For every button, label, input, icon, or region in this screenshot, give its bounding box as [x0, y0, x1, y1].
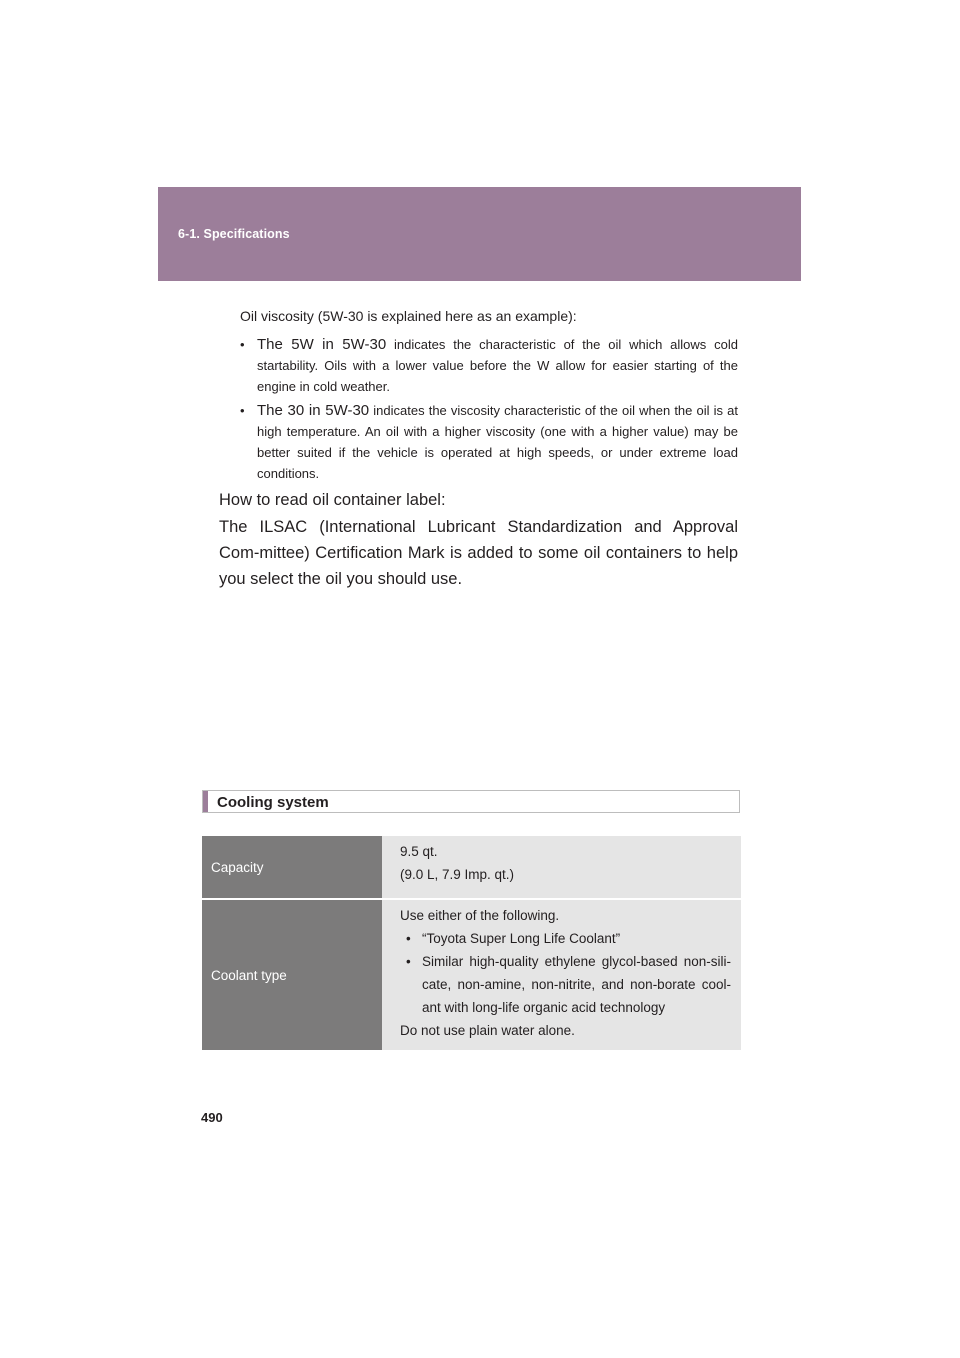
- coolant-list: [400, 927, 731, 1019]
- bullet-text: indicates the characteristic of the oil which allows cold startability. Oils with a lower value before the W allow for easier starting of the engine in cold weather.: [257, 337, 739, 394]
- bullet-text: indicates the viscosity characteristic of the oil when the oil is at high temperature. An oil with a higher viscosity (one with a higher value) may be better suited if the vehicle is operated at high speeds, or under extreme load conditions.: [257, 403, 738, 481]
- bullet-icon: •: [240, 337, 245, 352]
- heading-accent-bar: [203, 791, 208, 812]
- list-item: [240, 334, 738, 397]
- list-item: [406, 927, 731, 950]
- capacity-line-1: 9.5 qt.: [400, 844, 438, 859]
- table-row: [202, 836, 741, 899]
- viscosity-bullet-list: [240, 334, 738, 487]
- bullet-icon: •: [406, 931, 411, 946]
- list-item: [240, 400, 738, 484]
- coolant-type-label: Coolant type: [202, 899, 382, 1050]
- oil-viscosity-intro: Oil viscosity (5W-30 is explained here as an example):: [240, 308, 577, 324]
- bullet-lead: The 30 in 5W-30: [257, 402, 370, 419]
- ilsac-paragraph: The ILSAC (International Lubricant Standardization and Approval Com-mittee) Certification Mark is added to some oil containers to help you select the oil you should use.: [219, 518, 738, 588]
- bullet-lead: The 5W in 5W-30: [257, 336, 387, 353]
- capacity-label: Capacity: [202, 836, 382, 899]
- coolant-intro: Use either of the following.: [400, 908, 560, 923]
- list-item: [406, 950, 731, 1019]
- coolant-item: Similar high-quality ethylene glycol-based non-sili-cate, non-amine, non-nitrite, and non-borate cool-ant with long-life organic acid technology: [422, 954, 731, 1015]
- cooling-system-title: Cooling system: [217, 794, 329, 811]
- cooling-spec-table: [202, 836, 741, 1050]
- section-header: [158, 187, 801, 281]
- section-title: 6-1. Specifications: [178, 227, 290, 241]
- table-row: [202, 899, 741, 1050]
- page-number: 490: [201, 1110, 223, 1125]
- bullet-icon: •: [240, 403, 245, 418]
- coolant-item: “Toyota Super Long Life Coolant”: [422, 931, 621, 946]
- bullet-icon: •: [406, 954, 411, 969]
- cooling-system-heading: [202, 790, 740, 813]
- coolant-type-value: [382, 899, 741, 1050]
- capacity-line-2: (9.0 L, 7.9 Imp. qt.): [400, 867, 515, 882]
- capacity-value: [382, 836, 741, 899]
- label-heading: How to read oil container label:: [219, 491, 446, 509]
- coolant-note: Do not use plain water alone.: [400, 1023, 575, 1038]
